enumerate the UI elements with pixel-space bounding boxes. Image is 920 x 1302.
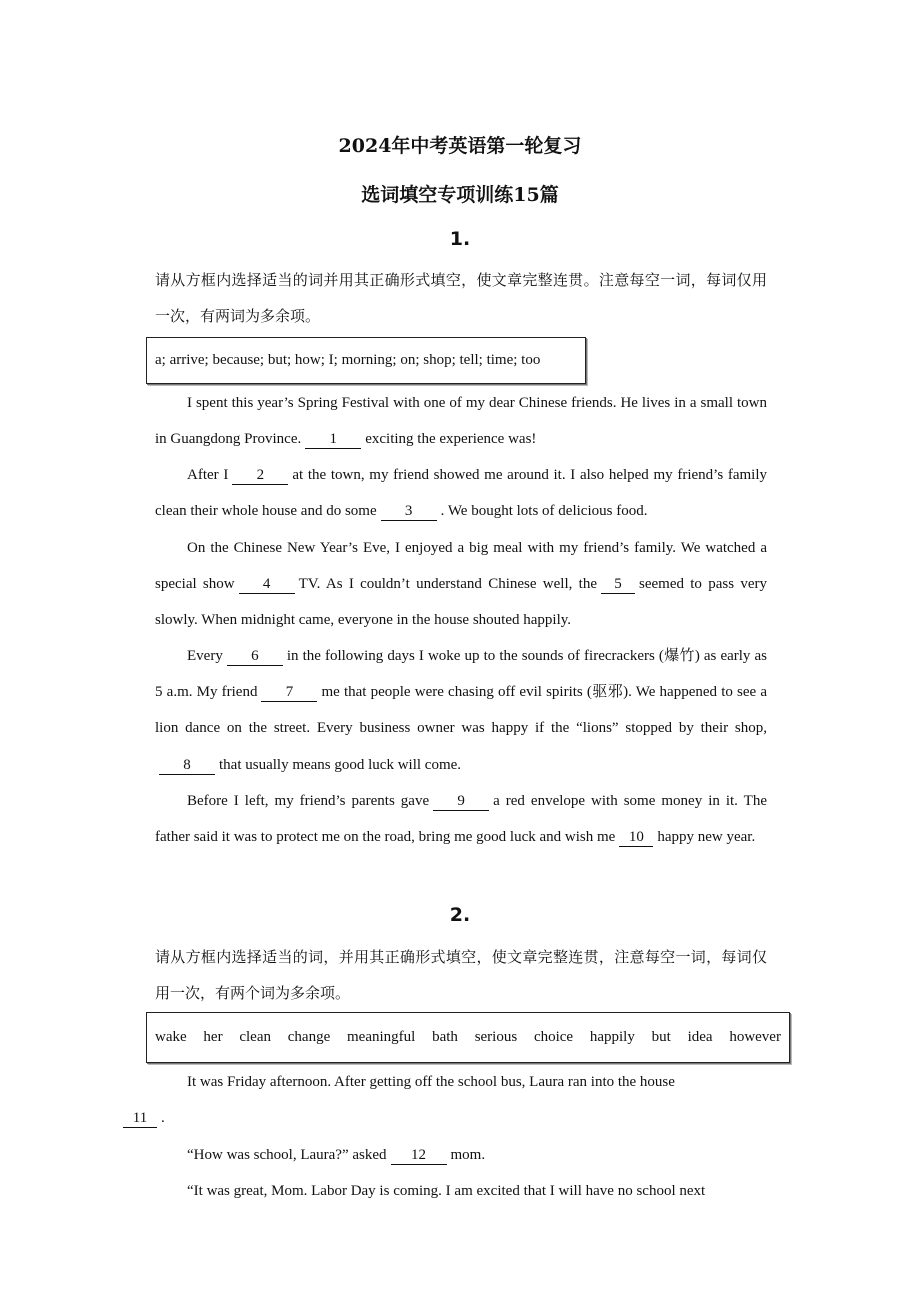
text: . We bought lots of delicious food. — [440, 503, 648, 520]
word-option: meaningful — [347, 1029, 416, 1045]
blank-1[interactable]: 1 — [305, 431, 361, 449]
passage2-paragraph-1 — [132, 1064, 767, 1136]
document-title: 2024年中考英语第一轮复习 — [338, 135, 582, 157]
text: After I — [187, 467, 229, 483]
word-option: however — [729, 1029, 781, 1045]
text: It was Friday afternoon. After getting off the school bus, Laura ran into the house — [187, 1074, 675, 1090]
passage1-word-list: a; arrive; because; but; how; I; morning; on; shop; tell; time; too — [155, 352, 541, 368]
text: exciting the experience was! — [365, 431, 537, 448]
text: On the Chinese New Year’s Eve, I enjoyed a big meal with my friend’s family. We watched a special show — [155, 540, 767, 593]
word-option: serious — [474, 1029, 518, 1045]
text: seemed to pass very slowly. When midnight came, everyone in the house shouted happily. — [155, 576, 767, 629]
text: that usually means good luck will come. — [219, 756, 462, 773]
word-option: bath — [432, 1029, 458, 1045]
document-subtitle: 选词填空专项训练15篇 — [361, 184, 559, 206]
word-option: choice — [533, 1029, 574, 1045]
word-option: happily — [589, 1029, 635, 1045]
passage1-instruction: 请从方框内选择适当的词并用其正确形式填空，使文章完整连贯。注意每空一词，每词仅用一次，有两词为多余项。 — [155, 271, 767, 325]
blank-4[interactable]: 4 — [239, 576, 295, 594]
text: me that people were chasing off evil spirits (驱邪). We happened to see a lion dance on the street. Every business owner was happy if the “lions” stopped by their shop, — [155, 684, 767, 737]
text: mom. — [450, 1147, 486, 1163]
text: in the following days I woke up to the sounds of firecrackers (爆竹) as early as 5 a.m. My friend — [155, 648, 767, 701]
blank-11[interactable]: 11 — [123, 1110, 157, 1128]
text: “How was school, Laura?” asked — [187, 1147, 387, 1163]
passage1-paragraph-3 — [155, 530, 767, 639]
blank-10[interactable]: 10 — [619, 829, 653, 847]
word-option: her — [203, 1029, 223, 1045]
blank-2[interactable]: 2 — [232, 467, 288, 485]
passage2-word-box — [146, 1012, 790, 1063]
passage-number-2: 2. — [449, 904, 471, 926]
text: . — [161, 1110, 165, 1127]
passage1-paragraph-1 — [155, 385, 767, 457]
text: a red envelope with some money in it. The father said it was to protect me on the road, bring me good luck and wish me — [155, 793, 767, 846]
text: I spent this year’s Spring Festival with one of my dear Chinese friends. He lives in a small town in Guangdong Province. — [155, 395, 767, 448]
blank-12[interactable]: 12 — [391, 1147, 447, 1165]
text: happy new year. — [657, 829, 756, 846]
passage2-paragraph-2 — [155, 1137, 767, 1173]
text: TV. As I couldn’t understand Chinese well, the — [298, 576, 597, 593]
blank-6[interactable]: 6 — [227, 648, 283, 666]
passage1-paragraph-2 — [155, 457, 767, 529]
blank-8[interactable]: 8 — [159, 757, 215, 775]
passage1-paragraph-4 — [155, 638, 767, 783]
word-option: change — [287, 1029, 331, 1045]
blank-5[interactable]: 5 — [601, 576, 635, 594]
word-option: wake — [155, 1029, 187, 1045]
word-option: idea — [687, 1029, 713, 1045]
passage2-paragraph-3 — [155, 1173, 767, 1209]
blank-3[interactable]: 3 — [381, 503, 437, 521]
passage-number-1: 1. — [449, 228, 471, 250]
text: Every — [187, 648, 223, 664]
text: “It was great, Mom. Labor Day is coming. I am excited that I will have no school next — [187, 1183, 706, 1199]
passage2-instruction: 请从方框内选择适当的词，并用其正确形式填空，使文章完整连贯，注意每空一词，每词仅用一次，有两个词为多余项。 — [155, 948, 767, 1002]
word-option: clean — [239, 1029, 271, 1045]
word-option: but — [651, 1029, 671, 1045]
passage1-word-box — [146, 337, 586, 384]
passage1-paragraph-5 — [155, 783, 767, 855]
blank-7[interactable]: 7 — [261, 684, 317, 702]
text: at the town, my friend showed me around it. I also helped my friend’s family clean their whole house and do some — [155, 467, 767, 520]
text: Before I left, my friend’s parents gave — [187, 793, 430, 809]
blank-9[interactable]: 9 — [433, 793, 489, 811]
